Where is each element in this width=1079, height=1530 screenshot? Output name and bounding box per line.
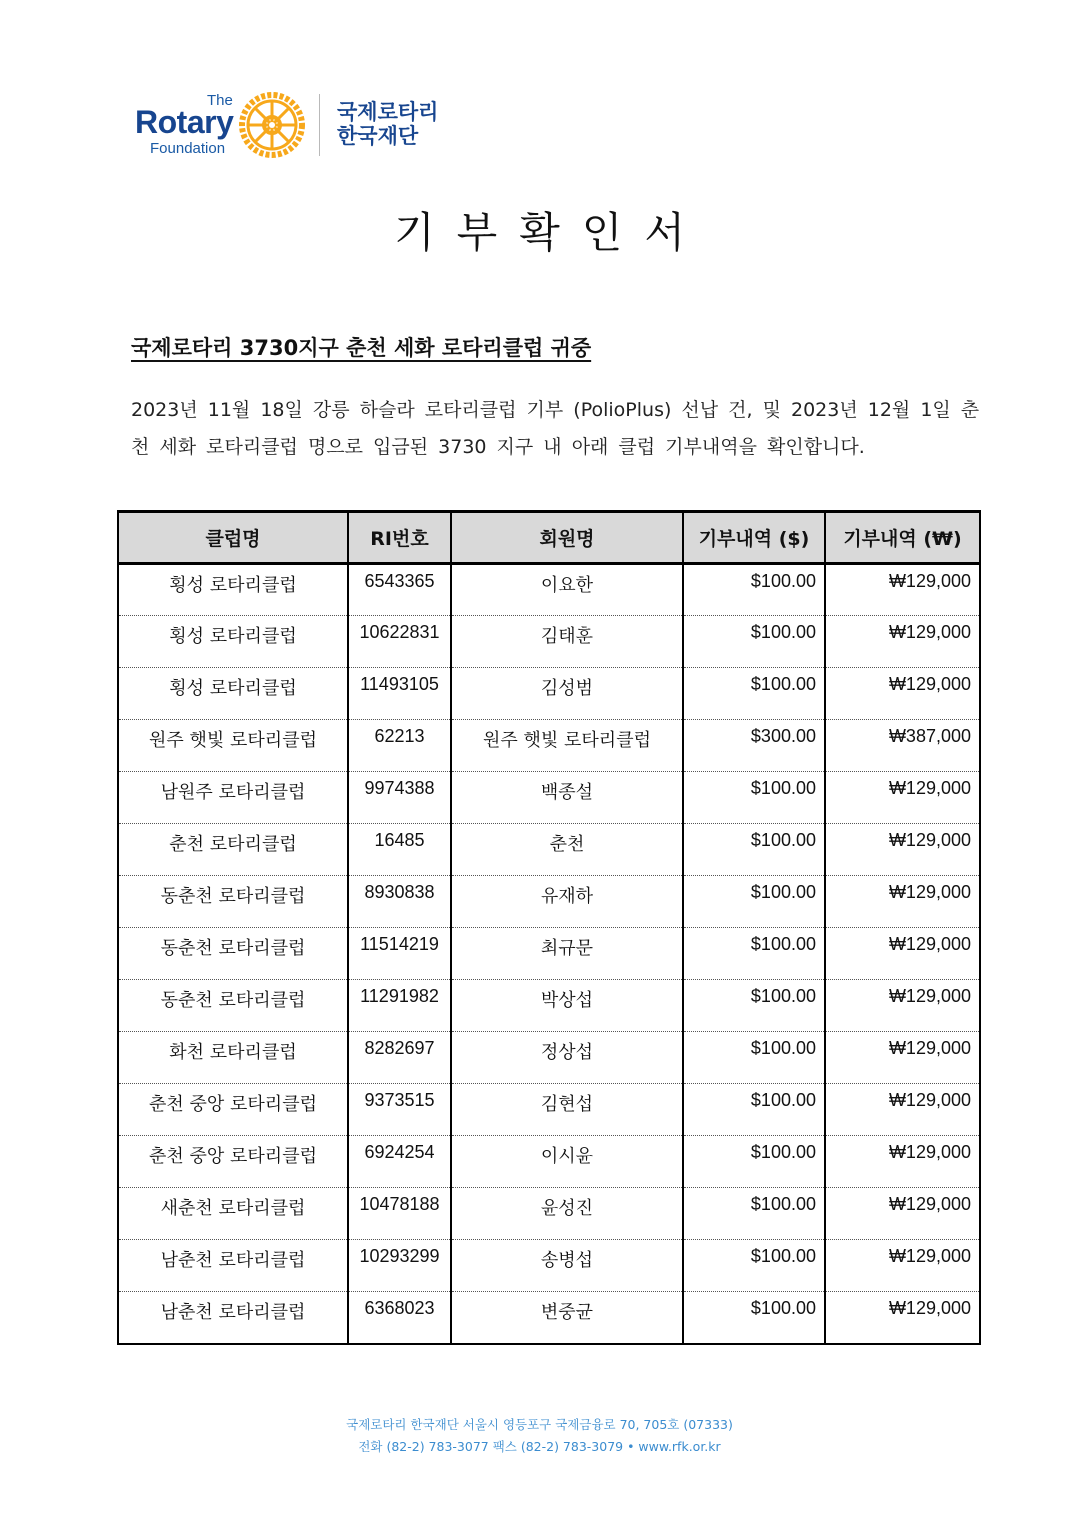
header-ri-number: RI번호 [348,512,451,564]
cell-member-name: 김성범 [451,668,683,720]
cell-amount-krw: ₩129,000 [825,980,980,1032]
cell-amount-usd: $300.00 [683,720,825,772]
cell-amount-usd: $100.00 [683,564,825,616]
cell-member-name: 원주 햇빛 로타리클럽 [451,720,683,772]
confirmation-paragraph: 2023년 11월 18일 강릉 하슬라 로타리클럽 기부 (PolioPlus) 선납 건, 및 2023년 12월 1일 춘천 세화 로타리클럽 명으로 입금된 3730 지구 내 아래 클럽 기부내역을 확인합니다. [131,399,980,458]
cell-amount-usd: $100.00 [683,616,825,668]
cell-ri-number: 11493105 [348,668,451,720]
cell-amount-krw: ₩129,000 [825,876,980,928]
cell-amount-usd: $100.00 [683,928,825,980]
cell-club-name: 춘천 중앙 로타리클럽 [118,1136,348,1188]
cell-amount-usd: $100.00 [683,980,825,1032]
cell-club-name: 남원주 로타리클럽 [118,772,348,824]
table-row [118,720,980,772]
cell-club-name: 횡성 로타리클럽 [118,668,348,720]
cell-member-name: 유재하 [451,876,683,928]
header-amount-usd: 기부내역 ($) [683,512,825,564]
cell-amount-usd: $100.00 [683,876,825,928]
cell-ri-number: 9373515 [348,1084,451,1136]
cell-amount-usd: $100.00 [683,1136,825,1188]
cell-amount-krw: ₩129,000 [825,928,980,980]
cell-amount-usd: $100.00 [683,1188,825,1240]
rotary-wheel-icon [239,92,305,158]
cell-amount-krw: ₩129,000 [825,1292,980,1344]
donation-table [117,510,981,1345]
cell-amount-krw: ₩129,000 [825,1136,980,1188]
cell-member-name: 이요한 [451,564,683,616]
cell-club-name: 춘천 로타리클럽 [118,824,348,876]
cell-ri-number: 10478188 [348,1188,451,1240]
header-member-name: 회원명 [451,512,683,564]
cell-amount-krw: ₩129,000 [825,772,980,824]
cell-ri-number: 11514219 [348,928,451,980]
table-row [118,876,980,928]
cell-amount-usd: $100.00 [683,824,825,876]
cell-amount-usd: $100.00 [683,772,825,824]
cell-ri-number: 6368023 [348,1292,451,1344]
table-row [118,668,980,720]
table-row [118,772,980,824]
cell-club-name: 횡성 로타리클럽 [118,564,348,616]
cell-club-name: 동춘천 로타리클럽 [118,928,348,980]
cell-member-name: 김태훈 [451,616,683,668]
cell-amount-usd: $100.00 [683,1084,825,1136]
logo-korean-line1: 국제로타리 [337,100,439,124]
cell-club-name: 남춘천 로타리클럽 [118,1292,348,1344]
cell-member-name: 변중균 [451,1292,683,1344]
footer-address: 국제로타리 한국재단 서울시 영등포구 국제금융로 70, 705호 (07333) [346,1417,733,1432]
cell-amount-usd: $100.00 [683,1240,825,1292]
cell-amount-krw: ₩129,000 [825,564,980,616]
cell-member-name: 송병섭 [451,1240,683,1292]
table-row [118,1240,980,1292]
cell-amount-usd: $100.00 [683,1292,825,1344]
recipient-line: 국제로타리 3730지구 춘천 세화 로타리클럽 귀중 [131,336,592,360]
header-club-name: 클럽명 [118,512,348,564]
cell-ri-number: 6924254 [348,1136,451,1188]
cell-ri-number: 6543365 [348,564,451,616]
cell-amount-krw: ₩129,000 [825,1240,980,1292]
cell-member-name: 이시윤 [451,1136,683,1188]
cell-club-name: 남춘천 로타리클럽 [118,1240,348,1292]
cell-ri-number: 8282697 [348,1032,451,1084]
logo-korean-name [337,100,438,148]
cell-amount-krw: ₩129,000 [825,1188,980,1240]
cell-ri-number: 11291982 [348,980,451,1032]
cell-member-name: 백종설 [451,772,683,824]
cell-amount-krw: ₩129,000 [825,824,980,876]
cell-ri-number: 9974388 [348,772,451,824]
cell-ri-number: 62213 [348,720,451,772]
cell-amount-krw: ₩129,000 [825,1084,980,1136]
cell-ri-number: 10622831 [348,616,451,668]
table-row [118,980,980,1032]
table-row [118,564,980,616]
cell-amount-krw: ₩129,000 [825,668,980,720]
cell-amount-krw: ₩387,000 [825,720,980,772]
cell-club-name: 새춘천 로타리클럽 [118,1188,348,1240]
cell-member-name: 윤성진 [451,1188,683,1240]
document-title: 기부확인서 [394,208,707,257]
cell-member-name: 박상섭 [451,980,683,1032]
rotary-foundation-logo [135,92,455,162]
table-row [118,1084,980,1136]
table-row [118,928,980,980]
cell-amount-usd: $100.00 [683,668,825,720]
cell-amount-usd: $100.00 [683,1032,825,1084]
table-header-row [118,512,980,564]
cell-ri-number: 8930838 [348,876,451,928]
cell-member-name: 최규문 [451,928,683,980]
header-amount-krw: 기부내역 (₩) [825,512,980,564]
cell-club-name: 동춘천 로타리클럽 [118,980,348,1032]
cell-member-name: 정상섭 [451,1032,683,1084]
table-row [118,1292,980,1344]
cell-amount-krw: ₩129,000 [825,1032,980,1084]
logo-text-foundation: Foundation [150,140,226,157]
donation-rows [118,564,980,1344]
cell-club-name: 횡성 로타리클럽 [118,616,348,668]
cell-member-name: 춘천 [451,824,683,876]
cell-club-name: 춘천 중앙 로타리클럽 [118,1084,348,1136]
footer-contact: 전화 (82-2) 783-3077 팩스 (82-2) 783-3079 • www.rfk.or.kr [358,1439,721,1454]
logo-divider [319,94,320,156]
logo-korean-line2: 한국재단 [337,124,419,148]
cell-ri-number: 16485 [348,824,451,876]
cell-member-name: 김현섭 [451,1084,683,1136]
footer [0,1414,1079,1458]
cell-club-name: 동춘천 로타리클럽 [118,876,348,928]
table-row [118,824,980,876]
cell-amount-krw: ₩129,000 [825,616,980,668]
table-row [118,1136,980,1188]
cell-club-name: 화천 로타리클럽 [118,1032,348,1084]
table-row [118,1188,980,1240]
table-row [118,616,980,668]
logo-text-the: The [207,92,233,109]
cell-club-name: 원주 햇빛 로타리클럽 [118,720,348,772]
logo-text-rotary: Rotary [135,104,234,140]
cell-ri-number: 10293299 [348,1240,451,1292]
table-row [118,1032,980,1084]
